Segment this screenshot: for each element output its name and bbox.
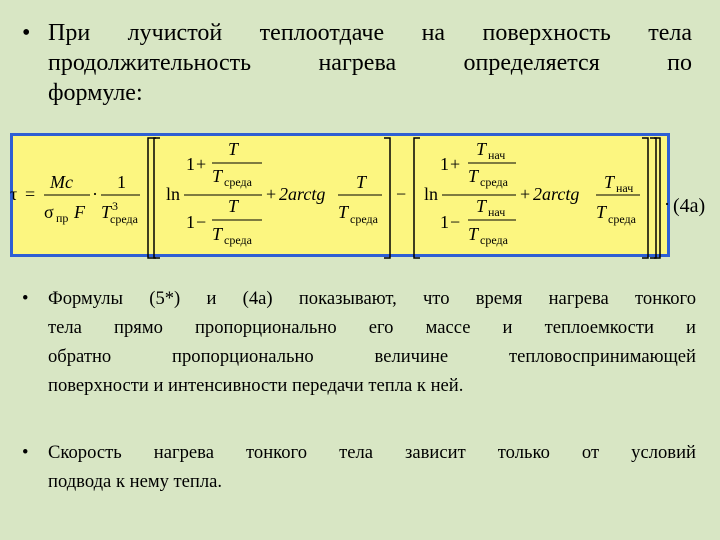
nach-sub-bot-2: нач — [488, 205, 506, 219]
arctg-nach-sub-2: нач — [616, 181, 634, 195]
tnach-bot-2: T — [476, 196, 487, 216]
ln-1: ln — [166, 184, 181, 204]
t-sreda-denominator: T — [101, 202, 112, 222]
t-sreda-bot-1: T — [212, 224, 223, 244]
t-sreda-top-1: T — [212, 166, 223, 186]
bullet-heating-rate — [22, 438, 696, 496]
one-numerator: 1 — [117, 172, 126, 192]
sreda-sub-bot-2: среда — [480, 233, 508, 247]
sigma-sub: пр — [56, 211, 69, 225]
arctg-t-1: T — [356, 172, 367, 192]
prop-line-3: обратно пропорционально величине тепловоспринимающей — [48, 346, 696, 367]
plus-top-1: + — [196, 154, 207, 174]
prop-line-2: тела прямо пропорционально его массе и теплоемкости и — [48, 317, 696, 338]
sreda-sub-top-2: среда — [480, 175, 508, 189]
t-sreda-top-2: T — [468, 166, 479, 186]
sigma-symbol: σ — [44, 202, 54, 222]
formula-4a — [0, 130, 720, 262]
intro-line-2: продолжительность нагрева определяется по — [48, 50, 692, 76]
nach-sub-top-2: нач — [488, 148, 506, 162]
arctg-sreda-sub-1: среда — [350, 212, 378, 226]
one-bot-1: 1 — [186, 212, 195, 232]
cube-exponent: 3 — [112, 199, 118, 213]
arctg-t-sreda-1: T — [338, 202, 349, 222]
plus-1: + — [266, 184, 277, 204]
arctg-t-sreda-2: T — [596, 202, 607, 222]
one-bot-2: 1 — [440, 212, 449, 232]
bullet-intro — [22, 18, 692, 108]
arctg-1: 2arctg — [279, 184, 326, 204]
bullet-proportionality — [22, 284, 696, 400]
tnach-top-2: T — [476, 139, 487, 159]
intro-line-1: При лучистой теплоотдаче на поверхность тела — [48, 20, 692, 46]
prop-line-1: Формулы (5*) и (4а) показывают, что время нагрева тонкого — [48, 288, 696, 309]
arctg-sreda-sub-2: среда — [608, 212, 636, 226]
minus-between: − — [396, 184, 407, 204]
bullet-marker: • — [22, 20, 31, 46]
sreda-sub-1: среда — [110, 212, 138, 226]
minus-bot-2: − — [450, 212, 461, 232]
dot-2: · — [664, 194, 670, 214]
equals-sign: = — [25, 184, 36, 204]
t-top-1: T — [228, 139, 239, 159]
one-top-1: 1 — [186, 154, 195, 174]
t-sreda-bot-2: T — [468, 224, 479, 244]
plus-2: + — [520, 184, 531, 204]
equation-label: (4а) — [673, 195, 706, 217]
intro-line-3: формуле: — [48, 80, 143, 106]
bullet-marker: • — [22, 442, 29, 463]
tau-symbol: τ — [10, 184, 18, 204]
ln-2: ln — [424, 184, 439, 204]
t-bot-1: T — [228, 196, 239, 216]
rate-line-2: подвода к нему тепла. — [48, 471, 223, 492]
sreda-sub-bot-1: среда — [224, 233, 252, 247]
arctg-2: 2arctg — [533, 184, 580, 204]
one-top-2: 1 — [440, 154, 449, 174]
arctg-tnach-2: T — [604, 172, 615, 192]
mc-numerator: Mc — [50, 172, 73, 192]
sreda-sub-top-1: среда — [224, 175, 252, 189]
area-F: F — [74, 202, 85, 222]
dot-1: · — [92, 184, 98, 204]
bullet-marker: • — [22, 288, 29, 309]
prop-line-4: поверхности и интенсивности передачи тепла к ней. — [48, 375, 464, 396]
minus-bot-1: − — [196, 212, 207, 232]
rate-line-1: Скорость нагрева тонкого тела зависит только от условий — [48, 442, 696, 463]
plus-top-2: + — [450, 154, 461, 174]
